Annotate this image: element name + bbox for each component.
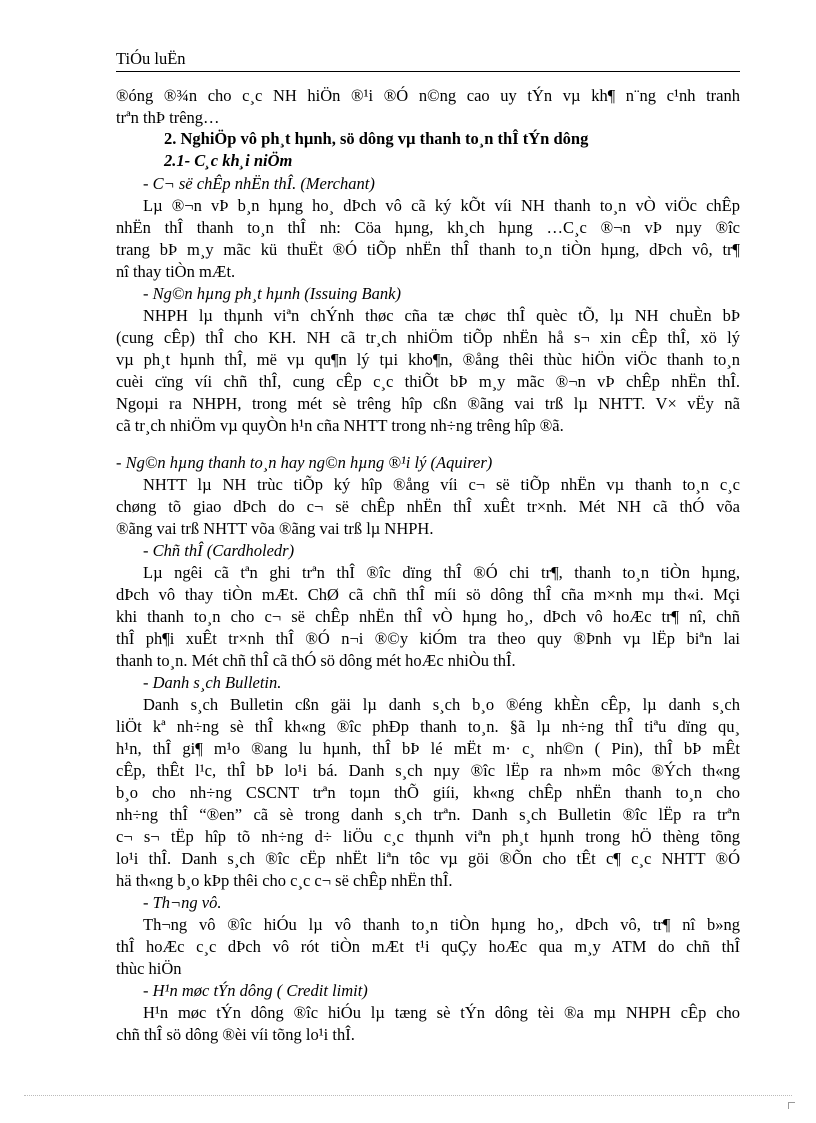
body-line: nhËn thÎ thanh to¸n thÎ nh: Cöa hµng, kh¸ch hµng …C¸c ®¬n vÞ nµy ®îc xyxy=(116,218,740,237)
body-line: hä th«ng b¸o kÞp thêi cho c¸c c¬ së chÊp nhËn thÎ. xyxy=(116,871,453,890)
body-line: cÊp, thÊt l¹c, thÎ bÞ lo¹i bá. Danh s¸ch nµy ®îc lËp ra nh»m môc ®Ých th«ng xyxy=(116,761,740,780)
body-line: thùc hiÖn xyxy=(116,959,182,978)
body-line: H¹n møc tÝn dông ®îc hiÓu lµ tæng sè tÝn dông tèi ®a mµ NHPH cÊp cho xyxy=(143,1003,740,1022)
body-line: thanh to¸n. Mét chñ thÎ cã thÓ sö dông mét hoÆc nhiÒu thÎ. xyxy=(116,651,516,670)
body-line: liÖt kª nh÷ng sè thÎ kh«ng ®îc phÐp thanh to¸n. §ã lµ nh÷ng thÎ tiªu dïng qu¸ xyxy=(116,717,740,736)
body-line: Danh s¸ch Bulletin cßn gäi lµ danh s¸ch b¸o ®éng khÈn cÊp, lµ danh s¸ch xyxy=(143,695,740,714)
subsection-heading: 2.1- C¸c kh¸i niÖm xyxy=(164,151,293,170)
body-line: dÞch vô thay tiÒn mÆt. ChØ cã chñ thÎ míi sö dông thÎ cña m×nh mµ th«i. Mçi xyxy=(116,585,740,604)
body-line: Lµ ngêi cã tªn ghi trªn thÎ ®îc dïng thÎ ®Ó chi tr¶, thanh to¸n tiÒn hµng, xyxy=(143,563,740,582)
term-heading-merchant: - C¬ së chÊp nhËn thÎ. (Merchant) xyxy=(143,174,375,193)
page-header-title: TiÓu luËn xyxy=(116,49,186,68)
body-line: chøng tõ giao dÞch do c¬ së chÊp nhËn thÎ xuÊt tr×nh. Mét NH cã thÓ võa xyxy=(116,497,740,516)
body-line: (cung cÊp) thÎ cho KH. NH cã tr¸ch nhiÖm tiÕp nhËn hå s¬ xin cÊp thÎ, xö lý xyxy=(116,328,740,347)
body-line: nî thay tiÒn mÆt. xyxy=(116,262,236,281)
body-line: lo¹i thÎ. Danh s¸ch ®îc cËp nhËt liªn tôc vµ göi ®Õn cho tÊt c¶ c¸c NHTT ®Ó xyxy=(116,849,740,868)
body-line: c¬ s¬ tËp hîp tõ nh÷ng d÷ liÖu c¸c thµnh viªn ph¸t hµnh trong hÖ thèng tõng xyxy=(116,827,740,846)
body-line: NHPH lµ thµnh viªn chÝnh thøc cña tæ chøc thÎ quèc tÕ, lµ NH chuÈn bÞ xyxy=(143,306,740,325)
body-line: cuèi cïng víi chñ thÎ, cung cÊp c¸c thiÕt bÞ m¸y mãc ®¬n vÞ chÊp nhËn thÎ. xyxy=(116,372,740,391)
term-heading-bulletin: - Danh s¸ch Bulletin. xyxy=(143,673,282,692)
body-line: trang bÞ m¸y mãc kü thuËt ®Ó tiÕp nhËn thÎ thanh to¸n tiÒn hµng, dÞch vô, tr¶ xyxy=(116,240,740,259)
body-line: trªn thÞ trêng… xyxy=(116,108,220,127)
body-line: nh÷ng thÎ “®en” cã sè trong danh s¸ch trªn. Danh s¸ch Bulletin ®îc lËp ra trªn xyxy=(116,805,740,824)
body-line: thÎ hoÆc c¸c dÞch vô rót tiÒn mÆt t¹i quÇy hoÆc qua m¸y ATM do chñ thÎ xyxy=(116,937,740,956)
page-bottom-border xyxy=(24,1095,792,1096)
term-heading-transaction: - Th¬ng vô. xyxy=(143,893,222,912)
body-line: cã tr¸ch nhiÖm vµ quyÒn h¹n cña NHTT trong nh÷ng trêng hîp ®ã. xyxy=(116,416,564,435)
term-heading-acquirer: - Ng©n hµng thanh to¸n hay ng©n hµng ®¹i lý (Aquirer) xyxy=(116,453,493,472)
body-line: ®óng ®¾n cho c¸c NH hiÖn ®¹i ®Ó n©ng cao uy tÝn vµ kh¶ n¨ng c¹nh tranh xyxy=(116,86,740,105)
body-line: NHTT lµ NH trùc tiÕp ký hîp ®ång víi c¬ së tiÕp nhËn vµ thanh to¸n c¸c xyxy=(143,475,740,494)
page-corner-mark xyxy=(788,1102,795,1109)
body-line: chñ thÎ sö dông ®èi víi tõng lo¹i thÎ. xyxy=(116,1025,355,1044)
body-line: Ngoµi ra NHPH, trong mét sè trêng hîp cßn ®ãng vai trß lµ NHTT. V× vËy nã xyxy=(116,394,740,413)
term-heading-cardholder: - Chñ thÎ (Cardholedr) xyxy=(143,541,295,560)
body-line: khi thanh to¸n cho c¬ së chÊp nhËn thÎ vÒ hµng ho¸, dÞch vô hoÆc tr¶ nî, chñ xyxy=(116,607,740,626)
body-line: ®ãng vai trß NHTT võa ®ãng vai trß lµ NHPH. xyxy=(116,519,434,538)
term-heading-issuing-bank: - Ng©n hµng ph¸t hµnh (Issuing Bank) xyxy=(143,284,401,303)
body-line: h¹n, thÎ gi¶ m¹o ®ang lu hµnh, thÎ bÞ lé mËt m· c¸ nh©n ( Pin), thÎ bÞ mÊt xyxy=(116,739,740,758)
body-line: thÎ ph¶i xuÊt tr×nh thÎ ®Ó n¬i ®©y kiÓm tra theo quy ®Þnh vµ lËp biªn lai xyxy=(116,629,740,648)
body-line: Lµ ®¬n vÞ b¸n hµng ho¸ dÞch vô cã ký kÕt víi NH thanh to¸n vÒ viÖc chÊp xyxy=(143,196,740,215)
body-line: vµ ph¸t hµnh thÎ, më vµ qu¶n lý tµi kho¶n, ®ång thêi thùc hiÖn viÖc thanh to¸n xyxy=(116,350,740,369)
body-line: Th¬ng vô ®îc hiÓu lµ vô thanh to¸n tiÒn hµng ho¸, dÞch vô, tr¶ nî b»ng xyxy=(143,915,740,934)
header-rule xyxy=(116,71,740,72)
body-line: b¸o cho nh÷ng CSCNT trªn toµn thÕ giíi, kh«ng chÊp nhËn thanh to¸n cho xyxy=(116,783,740,802)
section-heading: 2. NghiÖp vô ph¸t hµnh, sö dông vµ thanh to¸n thÎ tÝn dông xyxy=(164,129,589,148)
term-heading-credit-limit: - H¹n møc tÝn dông ( Credit limit) xyxy=(143,981,368,1000)
